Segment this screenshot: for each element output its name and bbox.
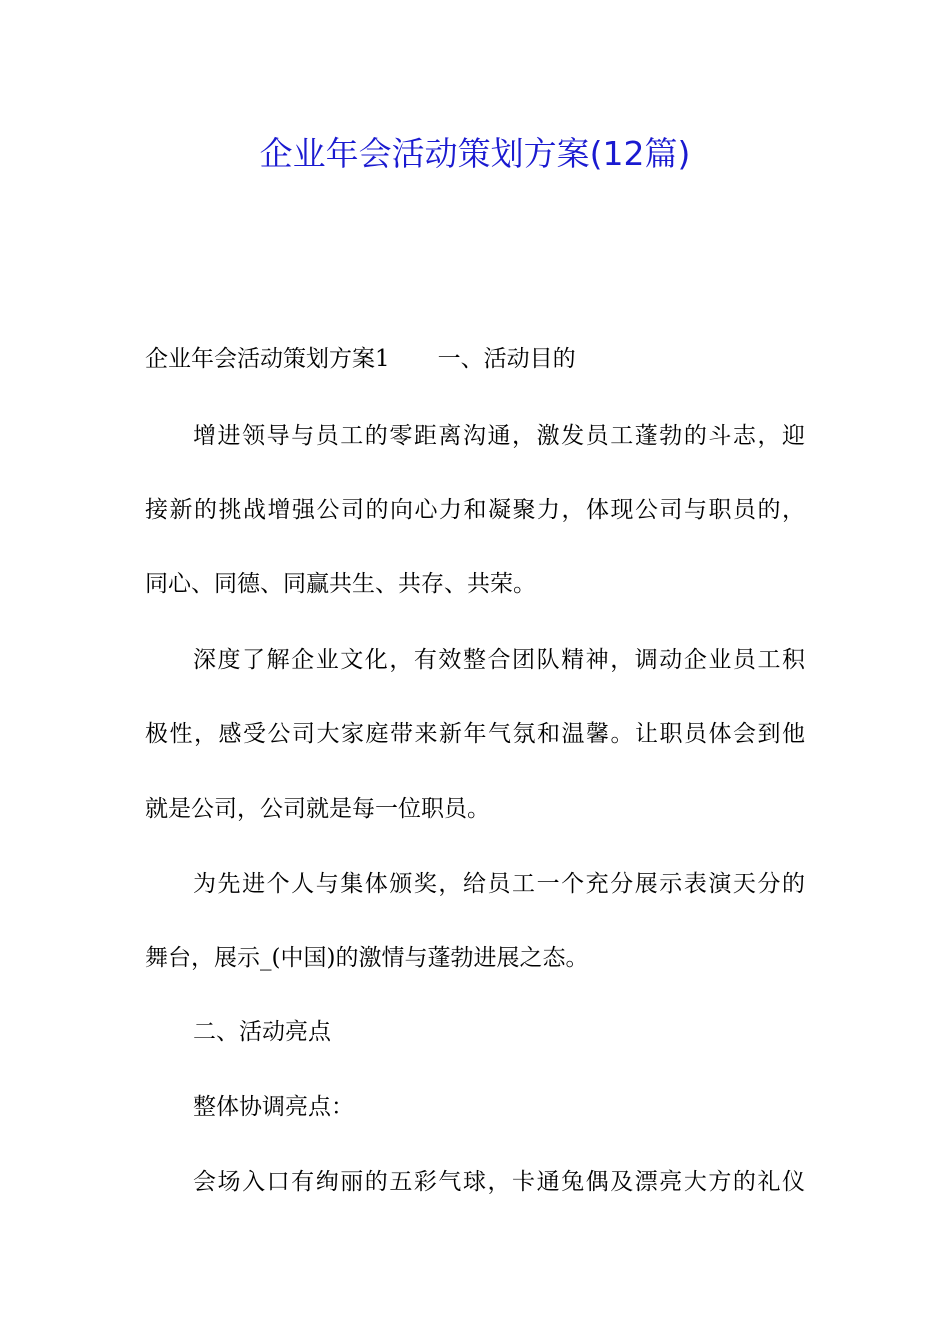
body-line-7: 为先进个人与集体颁奖，给员工一个充分展示表演天分的: [193, 871, 805, 897]
body-line-3: 同心、同德、同赢共生、共存、共荣。: [145, 571, 536, 597]
plan-label: 企业年会活动策划方案1: [145, 346, 390, 372]
body-line-5: 极性，感受公司大家庭带来新年气氛和温馨。让职员体会到他: [145, 721, 805, 747]
document-title: 企业年会活动策划方案(12篇): [259, 134, 691, 173]
body-line-4: 深度了解企业文化，有效整合团队精神，调动企业员工积: [193, 647, 805, 673]
body-line-1: 增进领导与员工的零距离沟通，激发员工蓬勃的斗志，迎: [193, 423, 805, 449]
section-2-heading: 二、活动亮点: [193, 1019, 331, 1045]
body-line-6: 就是公司，公司就是每一位职员。: [145, 796, 490, 822]
subheading-highlights: 整体协调亮点：: [193, 1094, 354, 1120]
body-line-2: 接新的挑战增强公司的向心力和凝聚力，体现公司与职员的，: [145, 497, 805, 523]
body-line-8: 舞台，展示_(中国)的激情与蓬勃进展之态。: [145, 945, 589, 971]
body-line-9: 会场入口有绚丽的五彩气球，卡通兔偶及漂亮大方的礼仪: [193, 1169, 805, 1195]
section-heading-line: [145, 341, 805, 377]
section-1-heading: 一、活动目的: [437, 346, 576, 372]
